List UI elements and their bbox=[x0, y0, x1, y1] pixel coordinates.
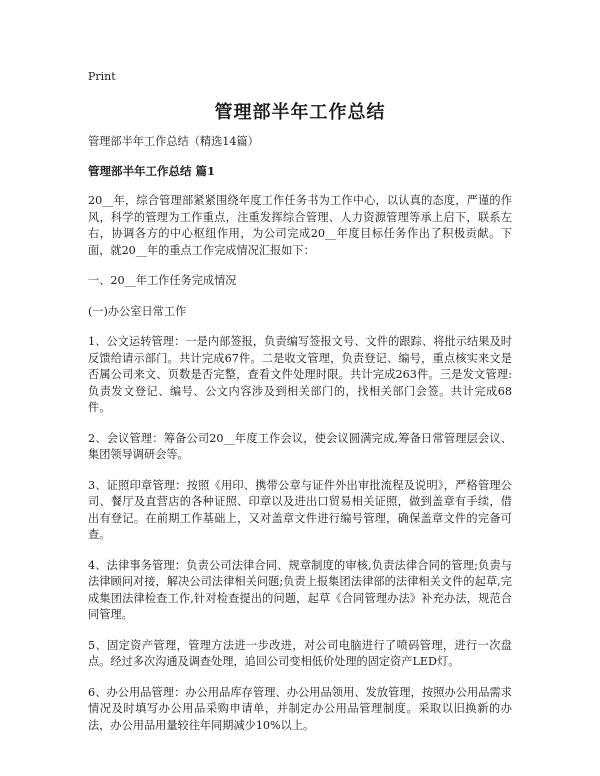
paragraph-item-3: 3、证照印章管理：按照《用印、携带公章与证件外出审批流程及说明》，严格管理公司、餐厅及直营店的各种证照、印章以及进出口贸易相关证照，做到盖章有手续，借出有登记。在前期工作基础上，又对盖章文件进行编号管理，确保盖章文件的完备可查。 bbox=[88, 478, 512, 541]
paragraph-item-2: 2、会议管理：筹备公司20__年度工作会议，使会议圆满完成,筹备日常管理层会议、集团领导调研会等。 bbox=[88, 431, 512, 461]
paragraph-subheading-1: (一)办公室日常工作 bbox=[88, 304, 187, 318]
paragraph-item-4: 4、法律事务管理：负责公司法律合同、规章制度的审核,负责法律合同的管理;负责与法律顾问对接，解决公司法律相关问题;负责上报集团法律部的法律相关文件的起草,完成集团法律检查工作,针对检查提出的问题，起草《合同管理办法》补充办法，规范合同管理。 bbox=[88, 558, 512, 621]
paragraph-item-6: 6、办公用品管理：办公用品库存管理、办公用品领用、发放管理，按照办公用品需求情况及时填写办公用品采购申请单，并制定办公用品管理制度。采取以旧换新的办法，办公用品用量较往年同期减少10%以上。 bbox=[88, 685, 512, 732]
document-body bbox=[88, 134, 512, 748]
paragraph-item-5: 5、固定资产管理，管理方法进一步改进，对公司电脑进行了喷码管理，进行一次盘点。经过多次沟通及调查处理，追回公司变相低价处理的固定资产LED灯。 bbox=[88, 638, 512, 668]
document-subtitle: 管理部半年工作总结（精选14篇） bbox=[88, 135, 259, 148]
section-heading: 管理部半年工作总结 篇1 bbox=[88, 163, 216, 178]
print-link[interactable]: Print bbox=[88, 70, 116, 83]
paragraph-item-1: 1、公文运转管理：一是内部签报，负责编写签报文号、文件的跟踪、将批示结果及时反馈给请示部门。共计完成67件。二是收文管理，负责登记、编号，重点核实来文是否属公司来文、页数是否完整，查看文件处理时限。共计完成263件。三是发文管理:负责发文登记、编号、公文内容涉及到相关部门的，找相关部门会签。共计完成68件。 bbox=[88, 335, 512, 414]
page-title: 管理部半年工作总结 bbox=[214, 102, 386, 123]
paragraph-intro: 20__年，综合管理部紧紧围绕年度工作任务书为工作中心，以认真的态度，严谨的作风，科学的管理为工作重点，注重发挥综合管理、人力资源管理等承上启下，联系左右，协调各方的中心枢纽作用，为公司完成20__年度目标任务作出了积极贡献。下面，就20__年的重点工作完成情况汇报如下： bbox=[88, 194, 512, 257]
paragraph-heading-1: 一、20__年工作任务完成情况 bbox=[88, 274, 237, 287]
